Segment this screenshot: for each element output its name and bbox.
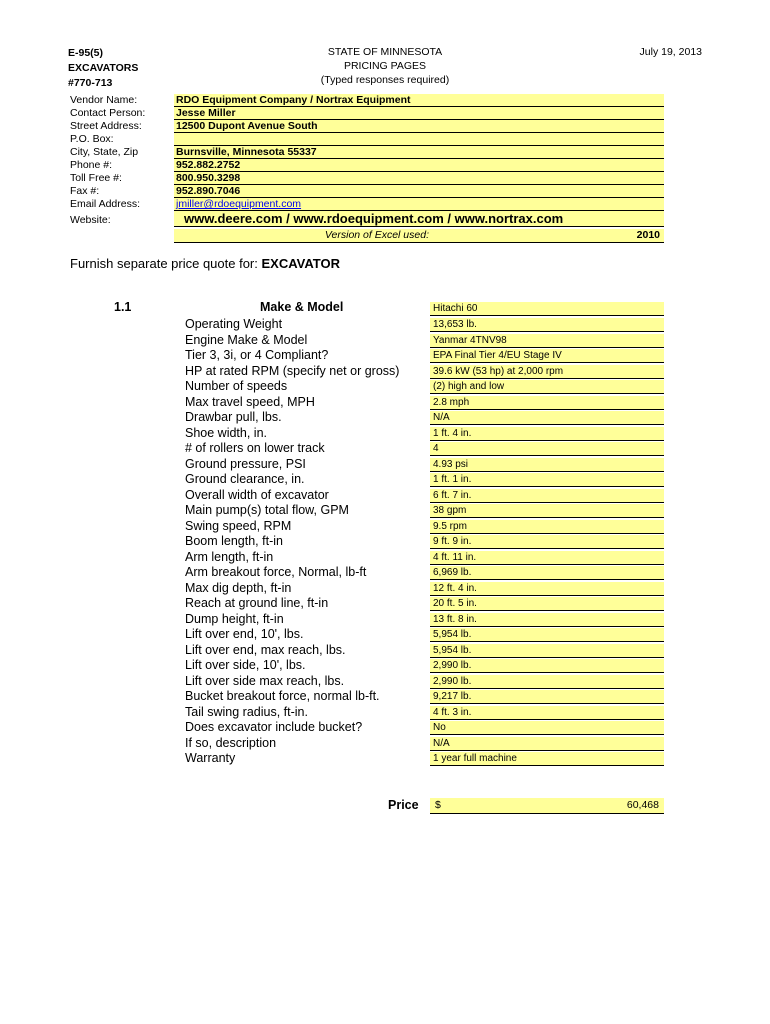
spec-label: Max dig depth, ft-in: [185, 580, 292, 595]
spec-label: Number of speeds: [185, 379, 288, 393]
spec-value[interactable]: N/A: [430, 737, 664, 751]
spec-value[interactable]: 20 ft. 5 in.: [430, 597, 664, 611]
price-currency: $: [435, 799, 441, 811]
spec-value[interactable]: 13,653 lb.: [430, 318, 664, 332]
spec-label: Shoe width, in.: [185, 425, 267, 440]
vendor-name-label: Vendor Name:: [70, 94, 138, 106]
spec-value[interactable]: 9 ft. 9 in.: [430, 535, 664, 549]
spec-label: Engine Make & Model: [185, 332, 308, 347]
email-label: Email Address:: [70, 198, 141, 210]
furnish-prefix: Furnish separate price quote for:: [70, 256, 262, 271]
state-title: STATE OF MINNESOTA: [327, 46, 443, 58]
spec-label: Arm breakout force, Normal, lb-ft: [185, 565, 367, 579]
spec-value[interactable]: 1 ft. 1 in.: [430, 473, 664, 487]
website-field[interactable]: www.deere.com / www.rdoequipment.com / www.nortrax.com: [174, 211, 664, 227]
city-state-zip-label: City, State, Zip: [70, 146, 139, 158]
spec-value[interactable]: 6 ft. 7 in.: [430, 489, 664, 503]
spec-label: Lift over side, 10', lbs.: [185, 658, 306, 672]
contact-person-label: Contact Person:: [70, 107, 146, 119]
spec-value[interactable]: 38 gpm: [430, 504, 664, 518]
spec-value[interactable]: Yanmar 4TNV98: [430, 334, 664, 348]
vendor-name-field[interactable]: RDO Equipment Company / Nortrax Equipment: [174, 94, 664, 107]
spec-label: Main pump(s) total flow, GPM: [185, 503, 349, 517]
spec-value[interactable]: 6,969 lb.: [430, 566, 664, 580]
spec-label: Lift over end, max reach, lbs.: [185, 642, 346, 657]
title-block: [280, 45, 490, 87]
spec-value[interactable]: 4 ft. 11 in.: [430, 551, 664, 565]
spec-label: Max travel speed, MPH: [185, 394, 315, 409]
spec-label: Tier 3, 3i, or 4 Compliant?: [185, 348, 329, 362]
spec-label: HP at rated RPM (specify net or gross): [185, 363, 400, 378]
spec-label: Operating Weight: [185, 317, 283, 331]
spec-label: Swing speed, RPM: [185, 518, 292, 533]
spec-value[interactable]: (2) high and low: [430, 380, 664, 394]
furnish-instruction: [70, 256, 340, 271]
toll-free-field[interactable]: 800.950.3298: [174, 172, 664, 185]
email-link[interactable]: jmiller@rdoequipment.com: [174, 198, 664, 211]
pages-title: PRICING PAGES: [343, 60, 427, 72]
spec-label: Lift over end, 10', lbs.: [185, 627, 304, 641]
spec-value[interactable]: 2.8 mph: [430, 396, 664, 410]
spec-label: Boom length, ft-in: [185, 534, 283, 548]
spec-value[interactable]: 1 ft. 4 in.: [430, 427, 664, 441]
spec-value[interactable]: 9,217 lb.: [430, 690, 664, 704]
spec-label: Ground pressure, PSI: [185, 456, 306, 471]
section-number: 1.1: [114, 300, 132, 314]
spec-value[interactable]: 4.93 psi: [430, 458, 664, 472]
make-model-field[interactable]: Hitachi 60: [430, 302, 664, 316]
po-box-field[interactable]: [174, 133, 664, 146]
price-field[interactable]: [430, 798, 664, 814]
spec-value[interactable]: 5,954 lb.: [430, 644, 664, 658]
contract-number: #770-713: [68, 77, 113, 89]
form-id-block: [68, 46, 138, 91]
spec-value[interactable]: 13 ft. 8 in.: [430, 613, 664, 627]
contact-person-field[interactable]: Jesse Miller: [174, 107, 664, 120]
website-label: Website:: [70, 214, 111, 226]
phone-field[interactable]: 952.882.2752: [174, 159, 664, 172]
spec-label: Tail swing radius, ft-in.: [185, 704, 308, 719]
spec-value[interactable]: N/A: [430, 411, 664, 425]
excel-version-row: [174, 229, 664, 243]
spec-label: Bucket breakout force, normal lb-ft.: [185, 689, 380, 703]
spec-label: Ground clearance, in.: [185, 472, 305, 486]
spec-label: Does excavator include bucket?: [185, 720, 363, 734]
excel-version-label: Version of Excel used:: [324, 229, 429, 241]
spec-value[interactable]: 2,990 lb.: [430, 659, 664, 673]
form-category: EXCAVATORS: [68, 62, 139, 74]
spec-label: Drawbar pull, lbs.: [185, 410, 282, 424]
fax-label: Fax #:: [70, 185, 100, 197]
spec-label: Dump height, ft-in: [185, 611, 284, 626]
phone-label: Phone #:: [70, 159, 113, 171]
spec-value[interactable]: 39.6 kW (53 hp) at 2,000 rpm: [430, 365, 664, 379]
section-title: Make & Model: [260, 300, 344, 314]
spec-value[interactable]: 2,990 lb.: [430, 675, 664, 689]
spec-label: Arm length, ft-in: [185, 549, 274, 564]
spec-value[interactable]: 12 ft. 4 in.: [430, 582, 664, 596]
spec-value[interactable]: 5,954 lb.: [430, 628, 664, 642]
spec-label: Warranty: [185, 751, 236, 765]
street-address-field[interactable]: 12500 Dupont Avenue South: [174, 120, 664, 133]
fax-field[interactable]: 952.890.7046: [174, 185, 664, 198]
spec-value[interactable]: 4 ft. 3 in.: [430, 706, 664, 720]
po-box-label: P.O. Box:: [70, 133, 114, 145]
street-address-label: Street Address:: [70, 120, 142, 132]
spec-label: Lift over side max reach, lbs.: [185, 673, 345, 688]
toll-free-label: Toll Free #:: [70, 172, 122, 184]
spec-value[interactable]: 1 year full machine: [430, 752, 664, 766]
spec-value[interactable]: EPA Final Tier 4/EU Stage IV: [430, 349, 664, 363]
form-code: E-95(5): [68, 47, 104, 59]
spec-label: If so, description: [185, 735, 277, 750]
typed-note: (Typed responses required): [320, 74, 450, 86]
price-value: 60,468: [626, 799, 659, 811]
excel-version-value[interactable]: 2010: [636, 229, 660, 241]
spec-value[interactable]: No: [430, 721, 664, 735]
city-state-zip-field[interactable]: Burnsville, Minnesota 55337: [174, 146, 664, 159]
spec-label: Reach at ground line, ft-in: [185, 596, 329, 610]
price-label: Price: [388, 798, 419, 812]
spec-label: Overall width of excavator: [185, 487, 329, 502]
spec-value[interactable]: 4: [430, 442, 664, 456]
spec-value[interactable]: 9.5 rpm: [430, 520, 664, 534]
document-date: July 19, 2013: [639, 46, 702, 58]
furnish-item: EXCAVATOR: [261, 256, 340, 271]
spec-label: # of rollers on lower track: [185, 441, 325, 455]
